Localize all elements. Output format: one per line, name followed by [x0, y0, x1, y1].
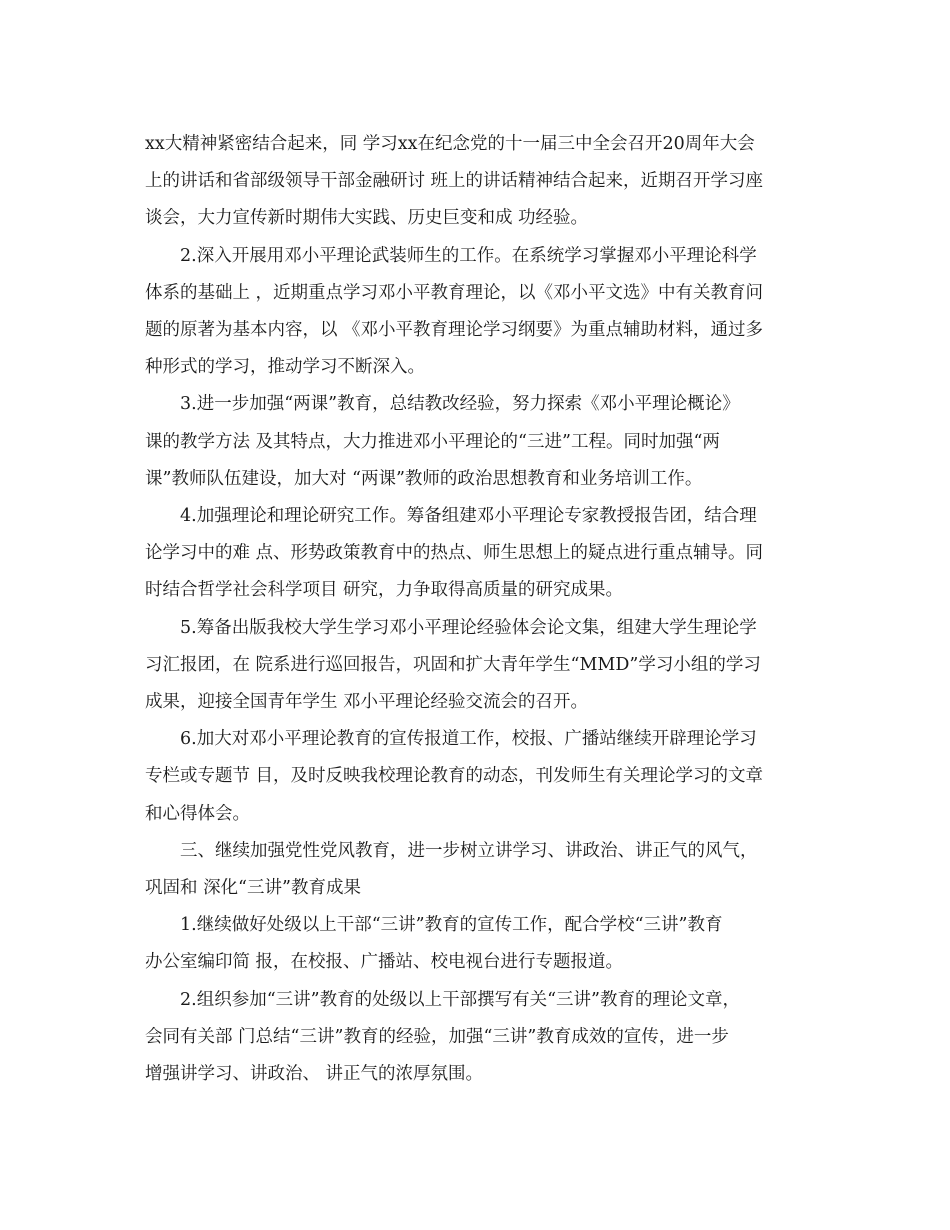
paragraph: [145, 610, 810, 722]
document-body: [145, 126, 810, 1093]
text-line: 谈会，大力宣传新时期伟大实践、历史巨变和成 功经验。: [145, 208, 589, 229]
text-line: 3.进一步加强“两课”教育，总结教改经验，努力探索《邓小平理论概论》: [180, 394, 740, 415]
paragraph: [145, 721, 810, 833]
text-line: 种形式的学习，推动学习不断深入。: [145, 357, 425, 378]
text-line: 专栏或专题节 目，及时反映我校理论教育的动态，刊发师生有关理论学习的文章: [145, 766, 764, 787]
text-line: 时结合哲学社会科学项目 研究，力争取得高质量的研究成果。: [145, 580, 624, 601]
paragraph: [145, 498, 810, 610]
text-line: 论学习中的难 点、形势政策教育中的热点、师生思想上的疑点进行重点辅导。同: [145, 543, 764, 564]
text-line: 5.筹备出版我校大学生学习邓小平理论经验体会论文集，组建大学生理论学: [180, 617, 757, 638]
paragraph: [145, 833, 810, 907]
paragraph: [145, 126, 810, 238]
text-line: 1.继续做好处级以上干部“三讲”教育的宣传工作，配合学校“三讲”教育: [180, 915, 723, 936]
text-line: 会同有关部 门总结“三讲”教育的经验，加强“三讲”教育成效的宣传，进一步: [145, 1026, 729, 1047]
text-line: 增强讲学习、讲政治、 讲正气的浓厚氛围。: [145, 1064, 484, 1085]
text-line: 巩固和 深化“三讲”教育成果: [145, 878, 361, 899]
text-line: 题的原著为基本内容，以 《邓小平教育理论学习纲要》为重点辅助材料，通过多: [145, 320, 764, 341]
text-line: 成果，迎接全国青年学生 邓小平理论经验交流会的召开。: [145, 692, 589, 713]
text-line: 课的教学方法 及其特点，大力推进邓小平理论的“三进”工程。同时加强“两: [145, 431, 720, 452]
text-line: 三、继续加强党性党风教育，进一步树立讲学习、讲政治、讲正气的风气，: [180, 840, 758, 861]
text-line: 6.加大对邓小平理论教育的宣传报道工作，校报、广播站继续开辟理论学习: [180, 729, 757, 750]
text-line: 课”教师队伍建设，加大对 “两课”教师的政治思想教育和业务培训工作。: [145, 468, 703, 489]
text-line: 办公室编印简 报，在校报、广播站、校电视台进行专题报道。: [145, 952, 624, 973]
text-line: 2.深入开展用邓小平理论武装师生的工作。在系统学习掌握邓小平理论科学: [180, 245, 757, 266]
text-line: 习汇报团，在 院系进行巡回报告，巩固和扩大青年学生“MMD”学习小组的学习: [145, 654, 761, 675]
text-line: 4.加强理论和理论研究工作。筹备组建邓小平理论专家教授报告团，结合理: [180, 506, 757, 527]
text-line: 上的讲话和省部级领导干部金融研讨 班上的讲话精神结合起来，近期召开学习座: [145, 171, 764, 192]
paragraph: [145, 386, 810, 498]
paragraph: [145, 982, 810, 1094]
text-line: 和心得体会。: [145, 803, 250, 824]
text-line: 2.组织参加“三讲”教育的处级以上干部撰写有关“三讲”教育的理论文章，: [180, 989, 740, 1010]
text-line: xx大精神紧密结合起来，同 学习xx在纪念党的十一届三中全会召开20周年大会: [145, 134, 755, 154]
paragraph: [145, 907, 810, 981]
paragraph: [145, 238, 810, 387]
text-line: 体系的基础上 ，近期重点学习邓小平教育理论，以《邓小平文选》中有关教育问: [145, 282, 764, 303]
